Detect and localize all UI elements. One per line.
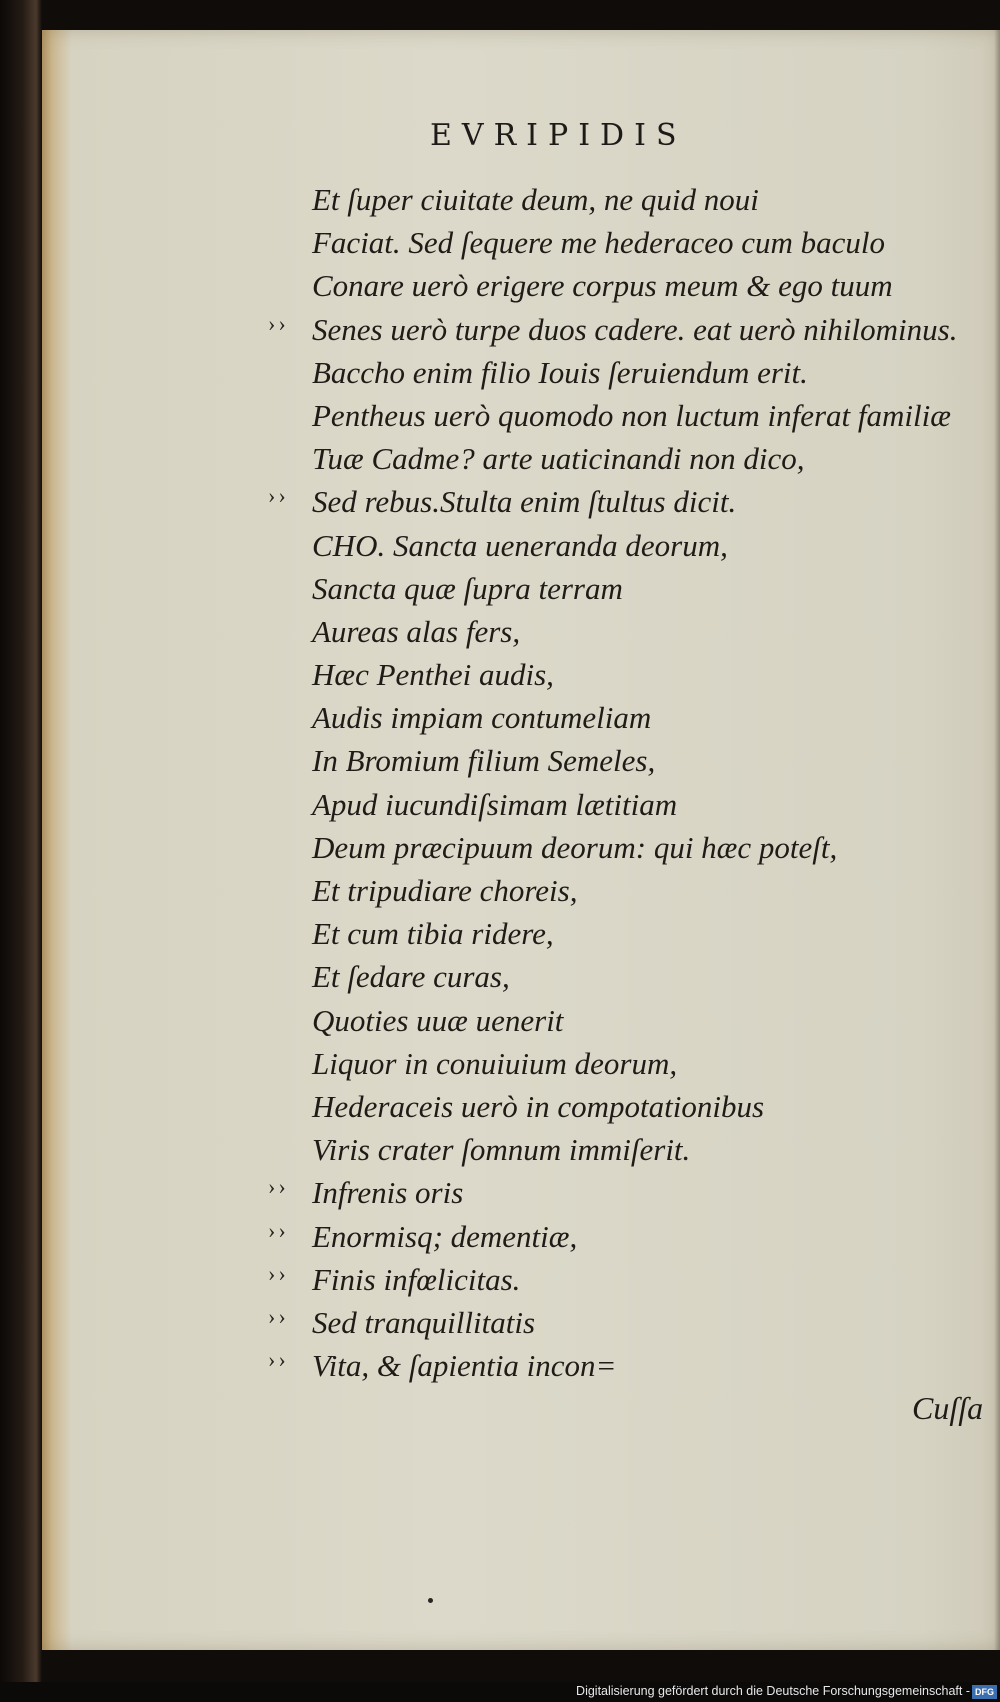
verse-line-text: Pentheus uerò quomodo non luctum inferat familiæ [312,397,951,433]
verse-line [268,1258,972,1301]
verse-line [268,308,972,351]
verse-line [312,221,972,264]
digitization-credit: Digitalisierung gefördert durch die Deutsche Forschungsgemeinschaft - [576,1684,970,1698]
verse-line [312,1042,972,1085]
verse-line-text: Enormisq; dementiæ, [312,1218,578,1254]
verse-line-text: Audis impiam contumeliam [312,700,652,736]
verse-line [312,567,972,610]
verse-line-text: Baccho enim filio Iouis ſeruiendum erit. [312,354,808,390]
verse-line-text: In Bromium filium Semeles, [312,743,656,779]
verse-line [312,912,972,955]
verse-line [312,869,972,912]
verse-line-text: Et ſuper ciuitate deum, ne quid noui [312,182,759,217]
sententia-quote-mark: ›› [268,1217,289,1243]
sententia-quote-mark: ›› [268,1174,289,1200]
verse-line-text: Sancta quæ ſupra terram [312,570,623,606]
verse-line-text: Et tripudiare choreis, [312,873,578,908]
verse-line-text: Aureas alas fers, [312,613,521,649]
verse-line-text: Faciat. Sed ſequere me hederaceo cum baculo [312,225,886,261]
verse-block [268,178,972,1387]
verse-line [312,394,972,437]
verse-line-text: Hederaceis uerò in compotationibus [312,1088,765,1124]
verse-line [312,610,972,653]
verse-line [312,826,972,869]
running-head: EVRIPIDIS [430,118,687,153]
verse-line-text: Infrenis oris [312,1175,464,1211]
verse-line-text: Liquor in conuiuium deorum, [312,1045,678,1081]
sententia-quote-mark: ›› [268,1260,289,1286]
verse-line-text: Viris crater ſomnum immiſerit. [312,1132,691,1168]
ink-dot [428,1598,433,1603]
verse-line-text: Senes uerò turpe duos cadere. eat uerò nihilominus. [312,311,958,347]
dfg-logo: DFG [972,1685,997,1699]
verse-line-text: Et cum tibia ridere, [312,916,554,952]
verse-line [312,999,972,1042]
verse-line-text: Hæc Penthei audis, [312,657,554,693]
verse-line [268,1215,972,1258]
verse-line [312,653,972,696]
sententia-quote-mark: ›› [268,483,289,509]
verse-line [312,696,972,739]
page-edge-shadow [994,30,1000,1650]
sententia-quote-mark: ›› [268,1347,289,1373]
verse-line-text: Finis infœlicitas. [312,1261,521,1297]
verse-line-text: Quoties uuæ uenerit [312,1002,564,1038]
verse-line-text: Sed rebus.Stulta enim ſtultus dicit. [312,484,737,520]
verse-line [312,1085,972,1128]
sententia-quote-mark: ›› [268,310,289,336]
verse-line-text: Deum præcipuum deorum: qui hæc poteſt, [312,829,838,865]
verse-line-text: Tuæ Cadme? arte uaticinandi non dico, [312,441,805,477]
verse-line-text: Vita, & ſapientia incon= [312,1348,617,1384]
verse-line [312,1128,972,1171]
verse-line-text: Et ſedare curas, [312,959,510,995]
verse-line [268,1344,972,1387]
verse-line [268,1171,972,1214]
verse-line-text: CHO. Sancta ueneranda deorum, [312,527,728,563]
verse-line [268,480,972,523]
verse-line-text: Sed tranquillitatis [312,1304,536,1340]
catchword: Cuſſa [912,1390,984,1426]
verse-line [268,1301,972,1344]
verse-line [312,351,972,394]
sententia-quote-mark: ›› [268,1303,289,1329]
verse-line [312,178,972,221]
verse-line [312,524,972,567]
verse-line [312,264,972,307]
verse-line-text: Conare uerò erigere corpus meum & ego tuum [312,268,893,304]
verse-line [312,955,972,998]
verse-line [312,783,972,826]
verse-line [312,437,972,480]
verse-line-text: Apud iucundiſsimam lætitiam [312,786,678,822]
verse-line [312,739,972,782]
